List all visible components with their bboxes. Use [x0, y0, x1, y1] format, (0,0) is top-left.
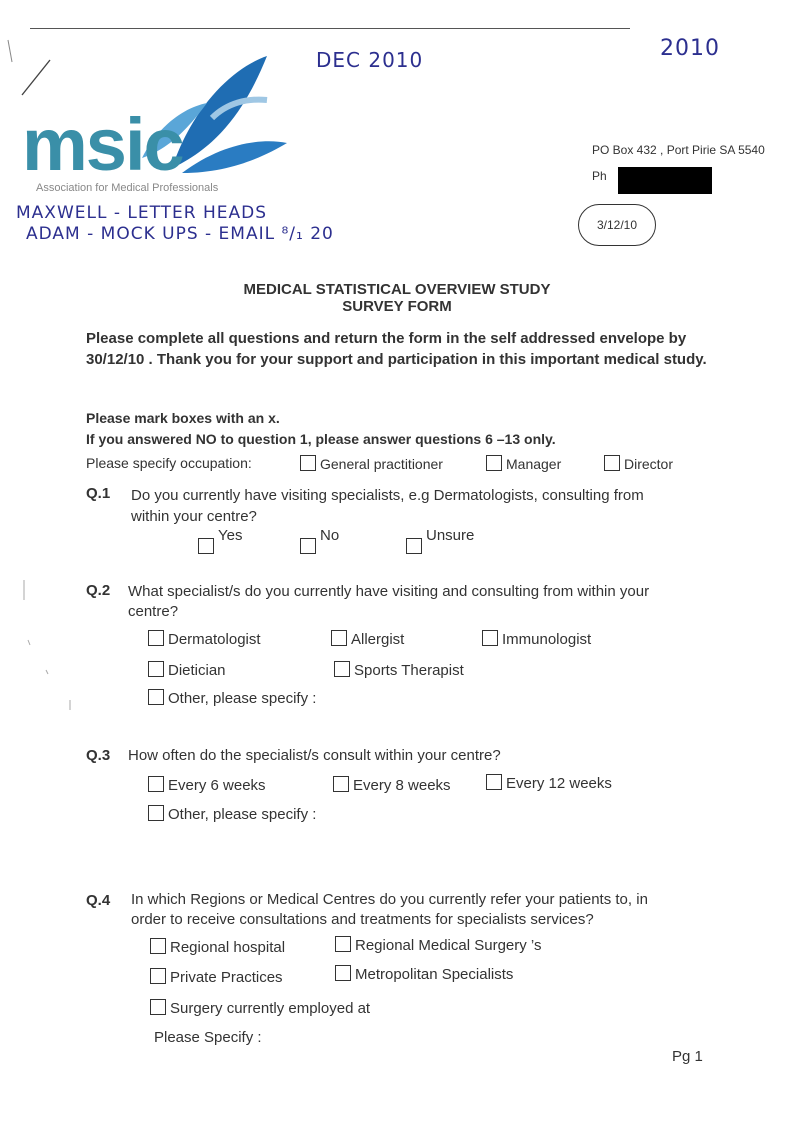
- checkbox-icon: [300, 538, 316, 554]
- q3-every-6-weeks-label: Every 6 weeks: [168, 777, 266, 794]
- mark-instructions-line-2: If you answered NO to question 1, please answer questions 6 –13 only.: [86, 431, 556, 447]
- q2-text-line-2: centre?: [128, 603, 179, 620]
- q4-metropolitan-specialists-checkbox[interactable]: [335, 965, 513, 983]
- checkbox-icon: [331, 630, 347, 646]
- redacted-phone: [618, 167, 712, 194]
- logo-text: msic: [22, 103, 183, 186]
- q2-other-label: Other, please specify :: [168, 690, 317, 707]
- occupation-director-label: Director: [624, 456, 674, 472]
- checkbox-icon: [335, 936, 351, 952]
- handwritten-date: DEC 2010: [316, 48, 424, 72]
- q4-surgery-employed-label: Surgery currently employed at: [170, 1000, 371, 1017]
- q3-every-6-weeks-checkbox[interactable]: [148, 776, 266, 794]
- q2-immunologist-label: Immunologist: [502, 631, 592, 648]
- title-line-2: SURVEY FORM: [342, 298, 452, 315]
- checkbox-icon: [333, 776, 349, 792]
- q2-allergist-checkbox[interactable]: [331, 630, 404, 648]
- checkbox-icon: [198, 538, 214, 554]
- checkbox-icon: [148, 776, 164, 792]
- handwritten-note-adam: ADAM - MOCK UPS - EMAIL ⁸/₁ 20: [26, 224, 334, 244]
- q1-unsure-checkbox[interactable]: [406, 527, 474, 554]
- q3-text: How often do the specialist/s consult within your centre?: [128, 747, 501, 764]
- scan-marks: [0, 300, 80, 760]
- checkbox-icon: [482, 630, 498, 646]
- q4-text: [131, 890, 648, 930]
- checkbox-icon: [604, 455, 620, 471]
- q2-text-line-1: What specialist/s do you currently have visiting and consulting from within your: [128, 583, 650, 600]
- q4-metropolitan-specialists-label: Metropolitan Specialists: [355, 966, 514, 983]
- q4-regional-hospital-checkbox[interactable]: [150, 938, 285, 956]
- q2-immunologist-checkbox[interactable]: [482, 630, 591, 648]
- checkbox-icon: [406, 538, 422, 554]
- phone-label: Ph: [592, 169, 607, 183]
- q4-regional-hospital-label: Regional hospital: [170, 939, 286, 956]
- q2-sports-therapist-checkbox[interactable]: [334, 661, 464, 679]
- title-line-1: MEDICAL STATISTICAL OVERVIEW STUDY: [243, 281, 551, 298]
- circled-date-text: 3/12/10: [596, 218, 638, 232]
- q2-dermatologist-checkbox[interactable]: [148, 630, 261, 648]
- occupation-gp-checkbox[interactable]: [300, 455, 443, 472]
- instructions-line-2: 30/12/10 . Thank you for your support and participation in this important medical study.: [86, 351, 707, 368]
- q1-unsure-label: Unsure: [426, 527, 475, 544]
- q4-text-line-2: order to receive consultations and treatments for specialists services?: [131, 911, 594, 928]
- q1-yes-checkbox[interactable]: [198, 527, 242, 554]
- q1-yes-label: Yes: [218, 527, 243, 544]
- q3-other-label: Other, please specify :: [168, 806, 317, 823]
- q1-no-checkbox[interactable]: [300, 527, 339, 554]
- q3-every-8-weeks-label: Every 8 weeks: [353, 777, 451, 794]
- occupation-gp-label: General practitioner: [320, 456, 443, 472]
- q2-allergist-label: Allergist: [351, 631, 405, 648]
- occupation-director-checkbox[interactable]: [604, 455, 673, 472]
- q1-text-line-2: within your centre?: [131, 508, 257, 525]
- occupation-label: Please specify occupation:: [86, 455, 252, 471]
- checkbox-icon: [150, 999, 166, 1015]
- checkbox-icon: [334, 661, 350, 677]
- q2-dietician-checkbox[interactable]: [148, 661, 226, 679]
- q3-number: Q.3: [86, 747, 111, 764]
- q3-every-12-weeks-checkbox[interactable]: [486, 774, 612, 792]
- q3-other-checkbox[interactable]: [148, 805, 316, 823]
- checkbox-icon: [335, 965, 351, 981]
- checkbox-icon: [486, 774, 502, 790]
- q2-number: Q.2: [86, 582, 111, 599]
- checkbox-icon: [148, 689, 164, 705]
- q1-text-line-1: Do you currently have visiting specialists, e.g Dermatologists, consulting from: [131, 487, 644, 504]
- mark-instructions: [86, 408, 556, 450]
- q2-text: [128, 582, 649, 622]
- checkbox-icon: [150, 938, 166, 954]
- address-line: PO Box 432 , Port Pirie SA 5540: [592, 143, 765, 157]
- checkbox-icon: [148, 630, 164, 646]
- instructions-line-1: Please complete all questions and return the form in the self addressed envelope by: [86, 330, 687, 347]
- q3-every-12-weeks-label: Every 12 weeks: [506, 775, 612, 792]
- mark-instructions-line-1: Please mark boxes with an x.: [86, 410, 280, 426]
- circled-date-stamp: [578, 204, 656, 246]
- q2-dermatologist-label: Dermatologist: [168, 631, 261, 648]
- q4-surgery-employed-checkbox[interactable]: [150, 999, 370, 1017]
- occupation-manager-checkbox[interactable]: [486, 455, 561, 472]
- q2-dietician-label: Dietician: [168, 662, 226, 679]
- q2-other-checkbox[interactable]: [148, 689, 316, 707]
- q4-text-line-1: In which Regions or Medical Centres do you currently refer your patients to, in: [131, 891, 648, 908]
- form-title: [0, 281, 794, 315]
- q4-private-practices-label: Private Practices: [170, 969, 283, 986]
- logo-tagline: Association for Medical Professionals: [36, 182, 219, 194]
- q1-text: [131, 485, 644, 527]
- q1-number: Q.1: [86, 485, 111, 502]
- checkbox-icon: [150, 968, 166, 984]
- checkbox-icon: [148, 661, 164, 677]
- occupation-manager-label: Manager: [506, 456, 562, 472]
- instructions: [86, 328, 707, 370]
- q2-sports-therapist-label: Sports Therapist: [354, 662, 464, 679]
- q4-regional-surgery-label: Regional Medical Surgery ’s: [355, 937, 542, 954]
- checkbox-icon: [486, 455, 502, 471]
- q1-no-label: No: [320, 527, 340, 544]
- q4-please-specify-label: Please Specify :: [154, 1029, 262, 1046]
- page-number: Pg 1: [672, 1048, 703, 1065]
- q4-number: Q.4: [86, 892, 111, 909]
- q3-every-8-weeks-checkbox[interactable]: [333, 776, 451, 794]
- q4-regional-surgery-checkbox[interactable]: [335, 936, 541, 954]
- handwritten-year: 2010: [660, 36, 720, 61]
- checkbox-icon: [148, 805, 164, 821]
- q4-private-practices-checkbox[interactable]: [150, 968, 283, 986]
- handwritten-note-maxwell: MAXWELL - LETTER HEADS: [16, 203, 268, 223]
- msic-logo: [22, 48, 312, 198]
- checkbox-icon: [300, 455, 316, 471]
